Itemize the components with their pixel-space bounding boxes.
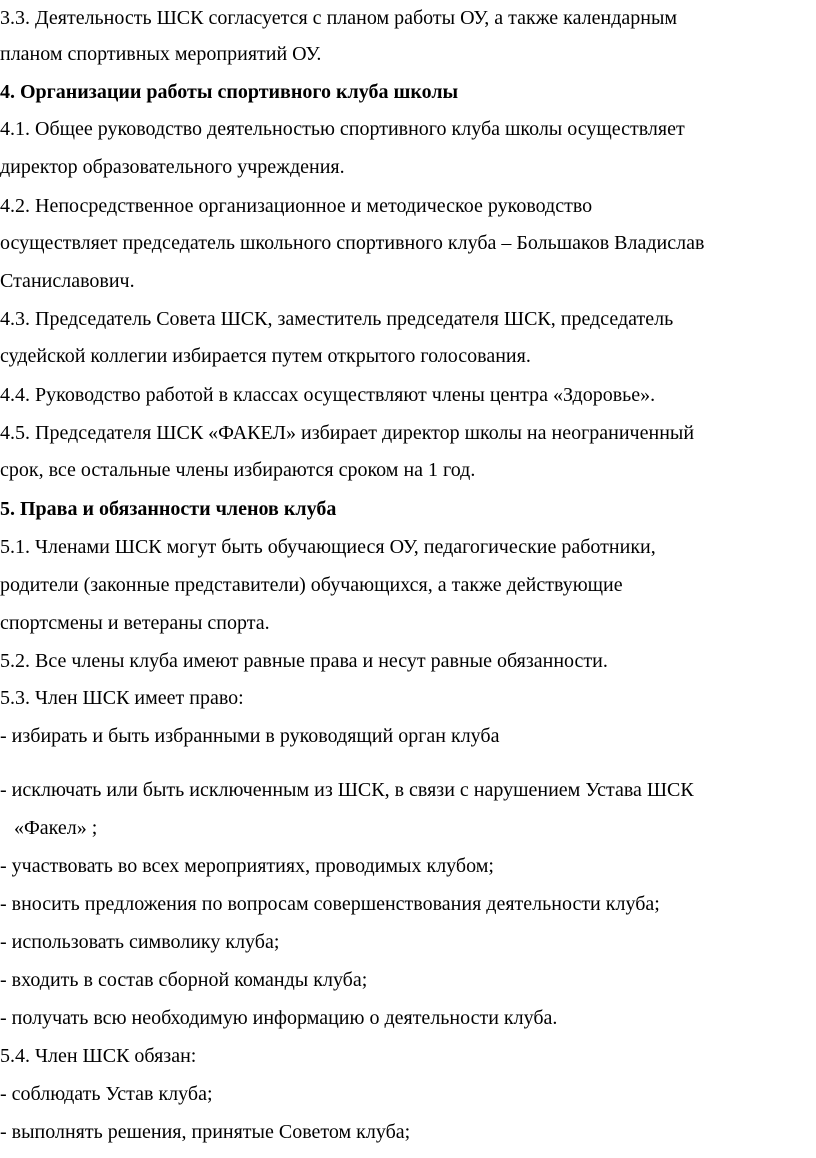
- clause-4-3-line-1: 4.3. Председатель Совета ШСК, заместитель председателя ШСК, председатель: [0, 308, 674, 330]
- clause-4-5-line-1: 4.5. Председателя ШСК «ФАКЕЛ» избирает директор школы на неограниченный: [0, 422, 695, 444]
- section-4-heading: 4. Организации работы спортивного клуба школы: [0, 81, 459, 103]
- right-item-4: - вносить предложения по вопросам совершенствования деятельности клуба;: [0, 893, 660, 915]
- right-item-5: - использовать символику клуба;: [0, 931, 280, 953]
- section-5-heading: 5. Права и обязанности членов клуба: [0, 498, 337, 520]
- clause-3-3-line-2: планом спортивных мероприятий ОУ.: [0, 43, 322, 65]
- right-item-2-line-2: «Факел» ;: [14, 817, 98, 839]
- clause-5-1-line-3: спортсмены и ветераны спорта.: [0, 612, 270, 634]
- clause-4-3-line-2: судейской коллегии избирается путем открытого голосования.: [0, 345, 531, 367]
- clause-4-2-line-2: осуществляет председатель школьного спортивного клуба – Большаков Владислав: [0, 232, 705, 254]
- clause-4-5-line-2: срок, все остальные члены избираются сроком на 1 год.: [0, 459, 476, 481]
- clause-4-1-line-1: 4.1. Общее руководство деятельностью спортивного клуба школы осуществляет: [0, 118, 685, 140]
- right-item-2-line-1: - исключать или быть исключенным из ШСК, в связи с нарушением Устава ШСК: [0, 779, 694, 801]
- right-item-1: - избирать и быть избранными в руководящий орган клуба: [0, 725, 500, 747]
- right-item-7: - получать всю необходимую информацию о деятельности клуба.: [0, 1007, 558, 1029]
- clause-5-1-line-1: 5.1. Членами ШСК могут быть обучающиеся ОУ, педагогические работники,: [0, 536, 656, 558]
- duty-item-1: - соблюдать Устав клуба;: [0, 1083, 213, 1105]
- clause-5-3-heading: 5.3. Член ШСК имеет право:: [0, 687, 244, 709]
- clause-5-1-line-2: родители (законные представители) обучающихся, а также действующие: [0, 574, 623, 596]
- clause-4-4-line-1: 4.4. Руководство работой в классах осуществляют члены центра «Здоровье».: [0, 384, 656, 406]
- clause-4-2-line-1: 4.2. Непосредственное организационное и методическое руководство: [0, 195, 593, 217]
- clause-4-1-line-2: директор образовательного учреждения.: [0, 156, 345, 178]
- right-item-3: - участвовать во всех мероприятиях, проводимых клубом;: [0, 855, 494, 877]
- duty-item-2: - выполнять решения, принятые Советом клуба;: [0, 1121, 411, 1143]
- clause-5-2-line-1: 5.2. Все члены клуба имеют равные права и несут равные обязанности.: [0, 650, 608, 672]
- clause-4-2-line-3: Станиславович.: [0, 270, 135, 292]
- clause-5-4-heading: 5.4. Член ШСК обязан:: [0, 1045, 197, 1067]
- clause-3-3-line-1: 3.3. Деятельность ШСК согласуется с планом работы ОУ, а также календарным: [0, 7, 678, 29]
- right-item-6: - входить в состав сборной команды клуба;: [0, 969, 368, 991]
